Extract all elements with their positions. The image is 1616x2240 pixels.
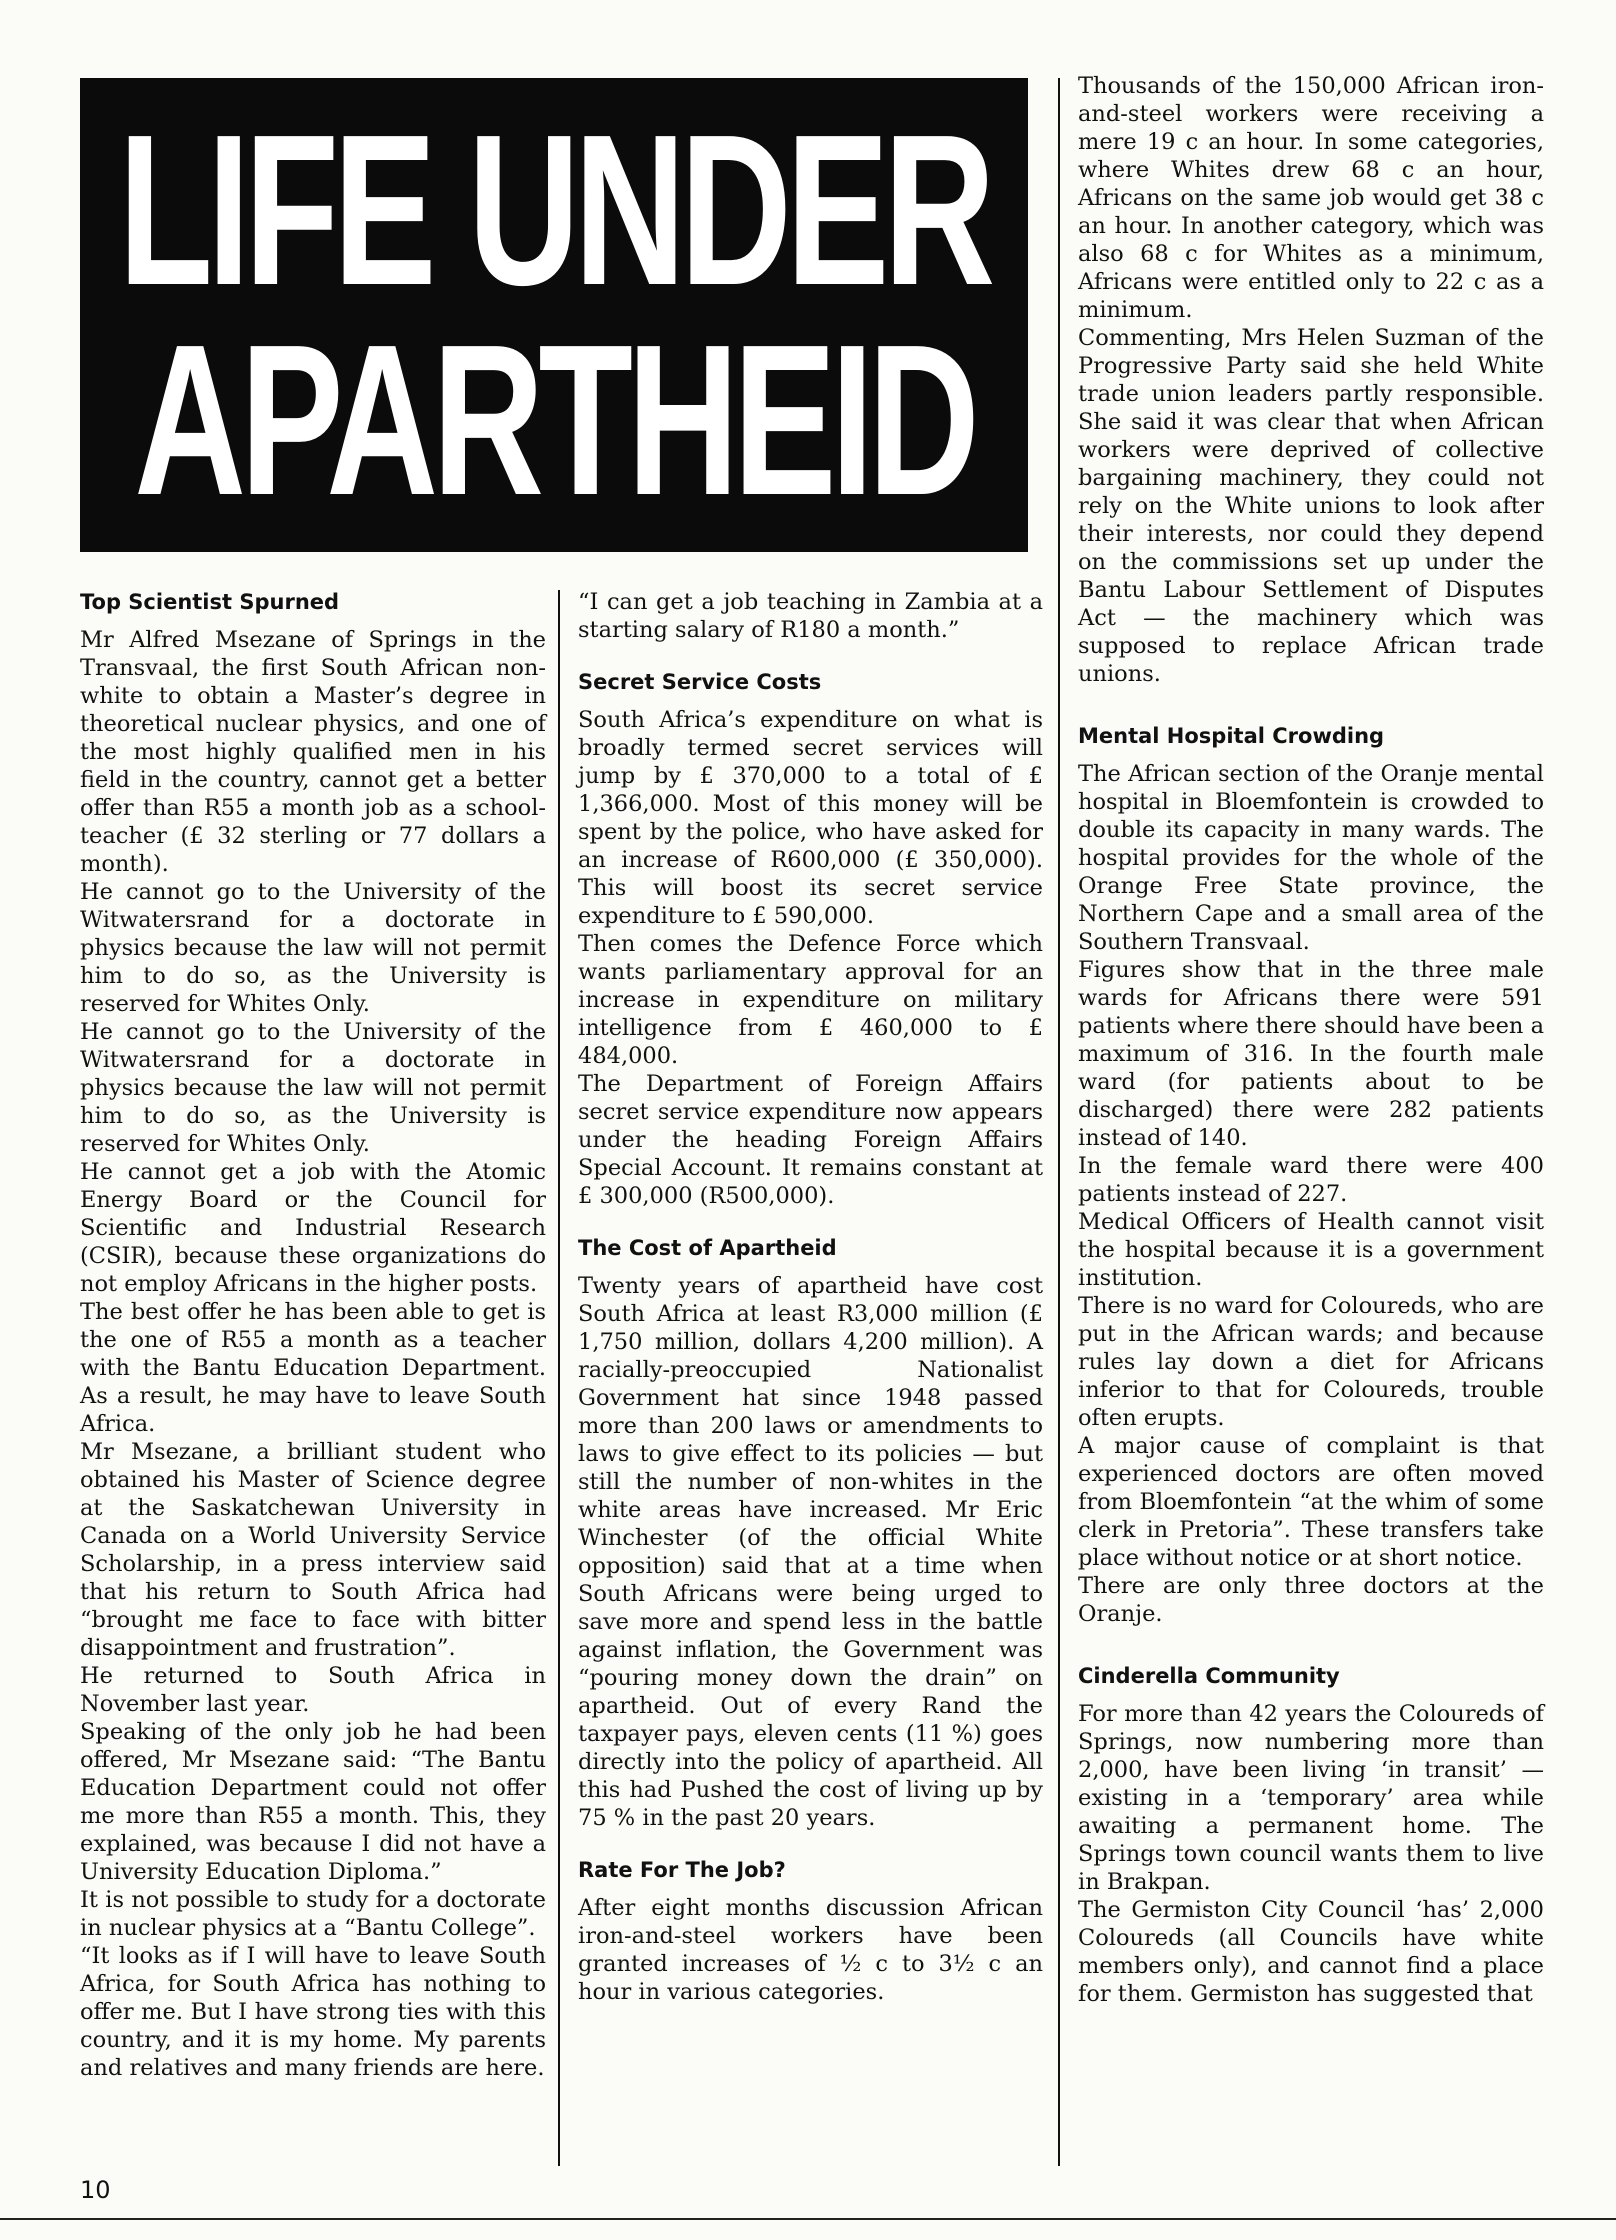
paragraph: He cannot go to the University of the Witwatersrand for a doctorate in physics because the law will not permit him to do so, as the University is reserved for Whites Only. — [80, 879, 546, 1017]
paragraph: In the female ward there were 400 patients instead of 227. — [1078, 1153, 1544, 1207]
column-divider-right — [1058, 78, 1060, 2166]
paragraph: Medical Officers of Health cannot visit the hospital because it is a government institution. — [1078, 1209, 1544, 1291]
masthead-line-1: LIFE UNDER — [118, 89, 990, 330]
paragraph: Mr Msezane, a brilliant student who obtained his Master of Science degree at the Saskatchewan University in Canada on a World University Service Scholarship, in a press interview said that his return to South Africa had “brought me face to face with bitter disappointment and frustration”. — [80, 1439, 546, 1661]
paragraph: It is not possible to study for a doctorate in nuclear physics at a “Bantu College”. — [80, 1887, 546, 1941]
paragraph: South Africa’s expenditure on what is broadly termed secret services will jump by £ 370,000 to a total of £ 1,366,000. Most of this money will be spent by the police, who have asked for an increase of R600,000 (£ 350,000). This will boost its secret service expenditure to £ 590,000. — [578, 707, 1043, 929]
heading-secret-service: Secret Service Costs — [578, 670, 822, 694]
paragraph: Then comes the Defence Force which wants parliamentary approval for an increase in expenditure on military intelligence from £ 460,000 to £ 484,000. — [578, 931, 1043, 1069]
paragraph: The Department of Foreign Affairs secret service expenditure now appears under the heading Foreign Affairs Special Account. It remains constant at £ 300,000 (R500,000). — [578, 1071, 1043, 1209]
paragraph: A major cause of complaint is that experienced doctors are often moved from Bloemfontein “at the whim of some clerk in Pretoria”. These transfers take place without notice or at short notice. — [1078, 1433, 1544, 1571]
column-divider-left — [558, 590, 560, 2166]
heading-rate-for-job: Rate For The Job? — [578, 1858, 786, 1882]
masthead-banner — [80, 78, 1028, 552]
paragraph: Thousands of the 150,000 African iron-and-steel workers were receiving a mere 19 c an hour. In some categories, where Whites drew 68 c an hour, Africans on the same job would get 38 c an hour. In another category, which was also 68 c for Whites as a minimum, Africans were entitled only to 22 c as a minimum. — [1078, 73, 1544, 323]
column-1 — [80, 588, 546, 2082]
paragraph: The Germiston City Council ‘has’ 2,000 Coloureds (all Councils have white members only), and cannot find a place for them. Germiston has suggested that — [1078, 1897, 1544, 2007]
heading-cinderella-community: Cinderella Community — [1078, 1664, 1340, 1688]
paragraph: Twenty years of apartheid have cost South Africa at least R3,000 million (£ 1,750 million, dollars 4,200 million). A racially-preoccupied Nationalist Government hat since 1948 passed more than 200 laws or amendments to laws to give effect to its policies — but still the number of non-whites in the white areas have increased. Mr Eric Winchester (of the official White opposition) said that at a time when South Africans were being urged to save more and spend less in the battle against inflation, the Government was “pouring money down the drain” on apartheid. Out of every Rand the taxpayer pays, eleven cents (11 %) goes directly into the policy of apartheid. All this had Pushed the cost of living up by 75 % in the past 20 years. — [578, 1273, 1043, 1831]
column-3 — [1078, 72, 1544, 2008]
paragraph: After eight months discussion African iron-and-steel workers have been granted increases of ½ c to 3½ c an hour in various categories. — [578, 1895, 1043, 2005]
paragraph: There are only three doctors at the Oranje. — [1078, 1573, 1544, 1627]
paragraph: “It looks as if I will have to leave South Africa, for South Africa has nothing to offer me. But I have strong ties with this country, and it is my home. My parents and relatives and many friends are here. — [80, 1943, 546, 2081]
paragraph: The African section of the Oranje mental hospital in Bloemfontein is crowded to double its capacity in many wards. The hospital provides for the whole of the Orange Free State province, the Northern Cape and a small area of the Southern Transvaal. — [1078, 761, 1544, 955]
paragraph: He cannot go to the University of the Witwatersrand for a doctorate in physics because the law will not permit him to do so, as the University is reserved for Whites Only. — [80, 1019, 546, 1157]
paragraph: “I can get a job teaching in Zambia at a starting salary of R180 a month.” — [578, 589, 1043, 643]
paragraph: Commenting, Mrs Helen Suzman of the Progressive Party said she held White trade union leaders partly responsible. She said it was clear that when African workers were deprived of collective bargaining machinery, they could not rely on the White unions to look after their interests, nor could they depend on the commissions set up under the Bantu Labour Settlement of Disputes Act — the machinery which was supposed to replace African trade unions. — [1078, 325, 1544, 687]
page-number: 10 — [80, 2176, 111, 2204]
bottom-rule — [0, 2218, 1616, 2220]
paragraph: There is no ward for Coloureds, who are put in the African wards; and because rules lay down a diet for Africans inferior to that for Coloureds, trouble often erupts. — [1078, 1293, 1544, 1431]
paragraph: Mr Alfred Msezane of Springs in the Transvaal, the first South African non-white to obtain a Master’s degree in theoretical nuclear physics, and one of the most highly qualified men in his field in the country, cannot get a better offer than R55 a month job as a school-teacher (£ 32 sterling or 77 dollars a month). — [80, 627, 546, 877]
paragraph: Speaking of the only job he had been offered, Mr Msezane said: “The Bantu Education Department could not offer me more than R55 a month. This, they explained, was because I did not have a University Education Diploma.” — [80, 1719, 546, 1885]
heading-cost-of-apartheid: The Cost of Apartheid — [578, 1236, 837, 1260]
paragraph: He cannot get a job with the Atomic Energy Board or the Council for Scientific and Industrial Research (CSIR), because these organizations do not employ Africans in the higher posts. — [80, 1159, 546, 1297]
heading-mental-hospital: Mental Hospital Crowding — [1078, 724, 1385, 748]
column-2 — [578, 588, 1043, 2006]
heading-top-scientist: Top Scientist Spurned — [80, 590, 340, 614]
paragraph: The best offer he has been able to get is the one of R55 a month as a teacher with the Bantu Education Department. As a result, he may have to leave South Africa. — [80, 1299, 546, 1437]
paragraph: Figures show that in the three male wards for Africans there were 591 patients where there should have been a maximum of 316. In the fourth male ward (for patients about to be discharged) there were 282 patients instead of 140. — [1078, 957, 1544, 1151]
masthead-line-2: APARTHEID — [134, 299, 974, 540]
paragraph: He returned to South Africa in November last year. — [80, 1663, 546, 1717]
paragraph: For more than 42 years the Coloureds of Springs, now numbering more than 2,000, have been living ‘in transit’ — existing in a ‘temporary’ area while awaiting a permanent home. The Springs town council wants them to live in Brakpan. — [1078, 1701, 1544, 1895]
